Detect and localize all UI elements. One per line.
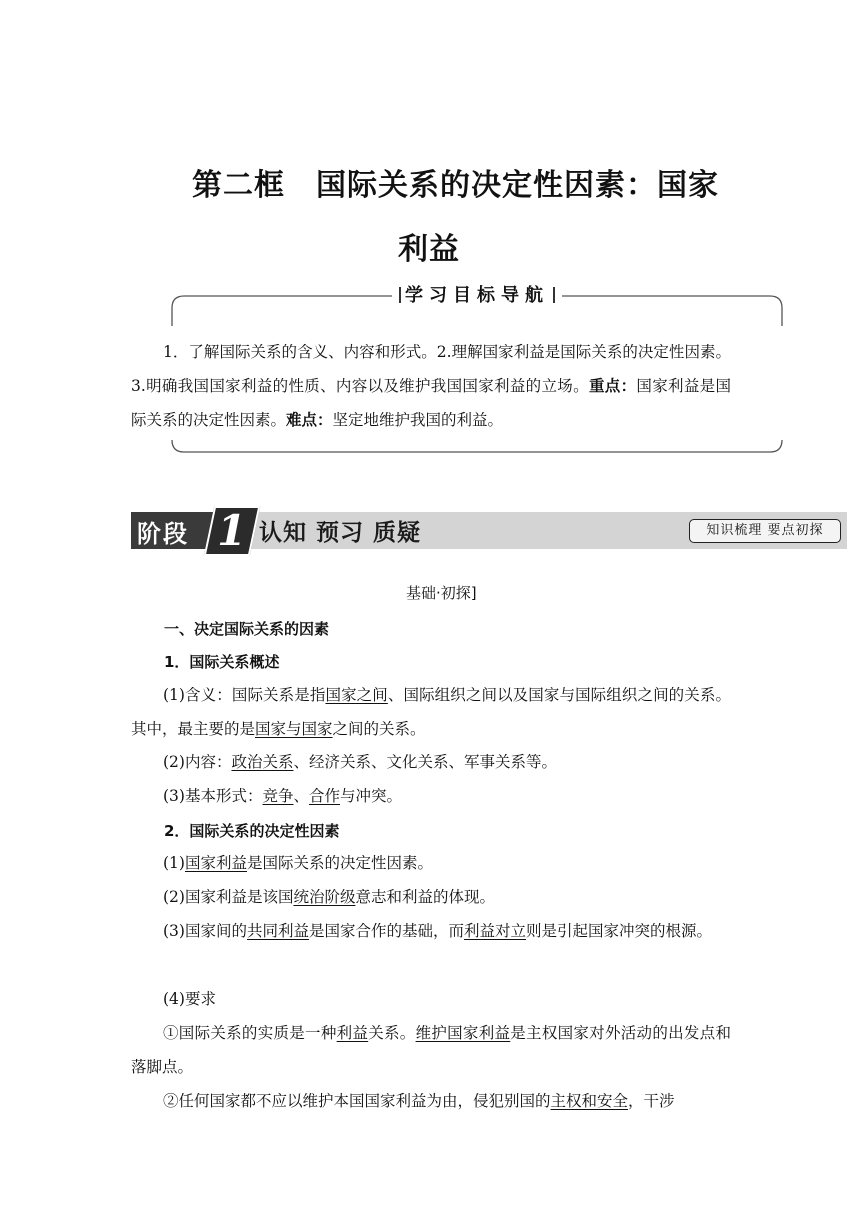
page-title-line-2: 利益 (398, 232, 460, 267)
answer-blank: 共同利益 (246, 922, 309, 940)
item2-point1: (1)国家利益是国际关系的决定性因素。 (163, 854, 433, 872)
objectives-text (131, 335, 731, 437)
objectives-header-text: 学习目标导航 (405, 285, 549, 306)
item2-requirement2: ②任何国家都不应以维护本国国家利益为由，侵犯别国的主权和安全，干涉 (163, 1092, 675, 1110)
page-title-line-1: 第二框 国际关系的决定性因素：国家 (192, 168, 719, 203)
difficulty-label: 难点： (286, 411, 333, 429)
answer-blank: 主权和安全 (550, 1092, 629, 1110)
answer-blank: 国家之间 (325, 686, 388, 704)
answer-blank: 统治阶级 (293, 888, 356, 906)
stage-banner (131, 506, 847, 555)
answer-blank: 利益对立 (464, 922, 527, 940)
answer-blank: 国家与国家 (255, 720, 333, 738)
item1-forms: (3)基本形式：竞争、合作与冲突。 (163, 787, 403, 805)
item1-definition: (1)含义：国际关系是指国家之间、国际组织之间以及国家与国际组织之间的关系。其中，最主要的是国家与国家之间的关系。 (131, 686, 731, 738)
item2-requirement1: ①国际关系的实质是一种利益关系。维护国家利益是主权国家对外活动的出发点和落脚点。 (131, 1024, 731, 1076)
item2-heading: 2．国际关系的决定性因素 (164, 822, 340, 840)
answer-blank: 利益 (336, 1024, 369, 1042)
item2-point4: (4)要求 (163, 990, 216, 1008)
answer-blank: 维护国家利益 (415, 1024, 511, 1042)
stage-title: 认知 预习 质疑 (259, 520, 422, 546)
stage-tag: 知识梳理 要点初探 (689, 519, 841, 543)
item1-content: (2)内容：政治关系、经济关系、文化关系、军事关系等。 (163, 753, 557, 771)
key-point-label: 重点： (588, 377, 637, 395)
stage-number: 1 (217, 506, 247, 555)
key-point-text: 国家利益是国际关系的决定性因素。 (131, 377, 731, 429)
answer-blank: 合作 (309, 787, 341, 805)
stage-word: 阶段 (137, 520, 189, 548)
objectives-list: 1．了解国际关系的含义、内容和形式。2.理解国家利益是国际关系的决定性因素。3.明确我国国家利益的性质、内容以及维护我国国家利益的立场。 (131, 343, 731, 395)
difficulty-text: 坚定地维护我国的利益。 (332, 411, 504, 429)
answer-blank: 政治关系 (231, 753, 294, 771)
answer-blank: 国家利益 (184, 854, 247, 872)
item2-point3: (3)国家间的共同利益是国家合作的基础，而利益对立则是引起国家冲突的根源。 (163, 922, 713, 940)
objectives-header (392, 283, 562, 309)
section-label: 基础·初探] (406, 584, 477, 602)
heading-one: 一、决定国际关系的因素 (164, 620, 330, 638)
answer-blank: 竞争 (262, 787, 294, 805)
item2-point2: (2)国家利益是该国统治阶级意志和利益的体现。 (163, 888, 495, 906)
item1-heading: 1．国际关系概述 (164, 653, 280, 671)
